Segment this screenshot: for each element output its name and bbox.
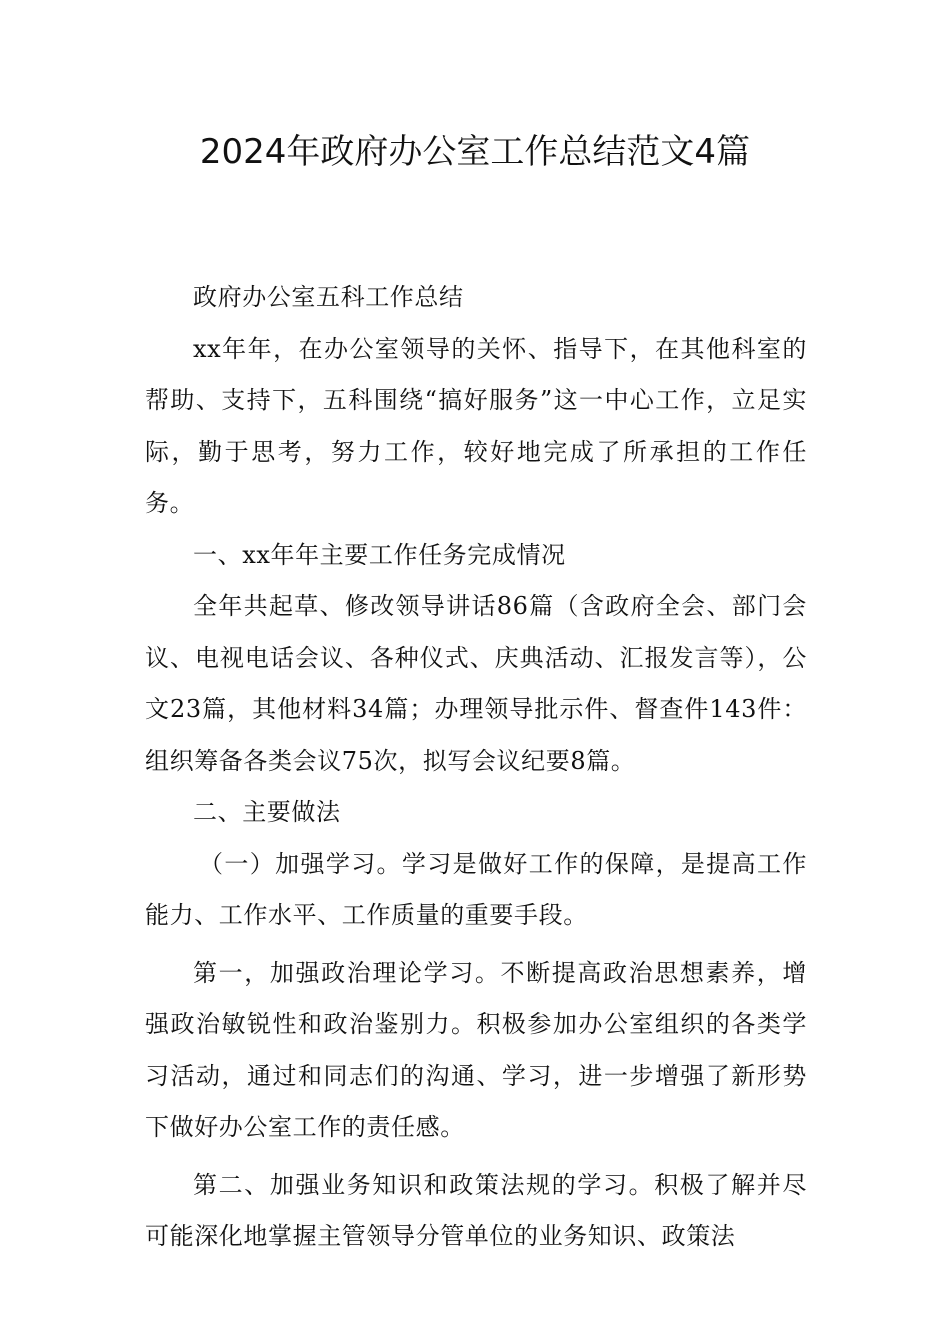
paragraph-intro: xx年年，在办公室领导的关怀、指导下，在其他科室的帮助、支持下，五科围绕“搞好服务”这一中心工作，立足实际，勤于思考，努力工作，较好地完成了所承担的工作任务。 (145, 334, 807, 517)
section-heading-1: 一、xx年年主要工作任务完成情况 (193, 540, 566, 569)
paragraph-subtitle: 政府办公室五科工作总结 (193, 283, 464, 311)
paragraph-tasks: 全年共起草、修改领导讲话86篇（含政府全会、部门会议、电视电话会议、各种仪式、庆典活动、汇报发言等），公文23篇，其他材料34篇；办理领导批示件、督查件143件：组织筹备各类会议75次，拟写会议纪要8篇。 (145, 592, 807, 775)
paragraph-second: 第二、加强业务知识和政策法规的学习。积极了解并尽可能深化地掌握主管领导分管单位的业务知识、政策法 (145, 1170, 807, 1250)
document-title: 2024年政府办公室工作总结范文4篇 (199, 132, 751, 172)
document-body (145, 272, 807, 1263)
paragraph-learning: （一）加强学习。学习是做好工作的保障，是提高工作能力、工作水平、工作质量的重要手段。 (145, 849, 807, 929)
section-heading-2: 二、主要做法 (193, 798, 341, 826)
paragraph-first: 第一，加强政治理论学习。不断提高政治思想素养，增强政治敏锐性和政治鉴别力。积极参加办公室组织的各类学习活动，通过和同志们的沟通、学习，进一步增强了新形势下做好办公室工作的责任感。 (145, 958, 807, 1141)
